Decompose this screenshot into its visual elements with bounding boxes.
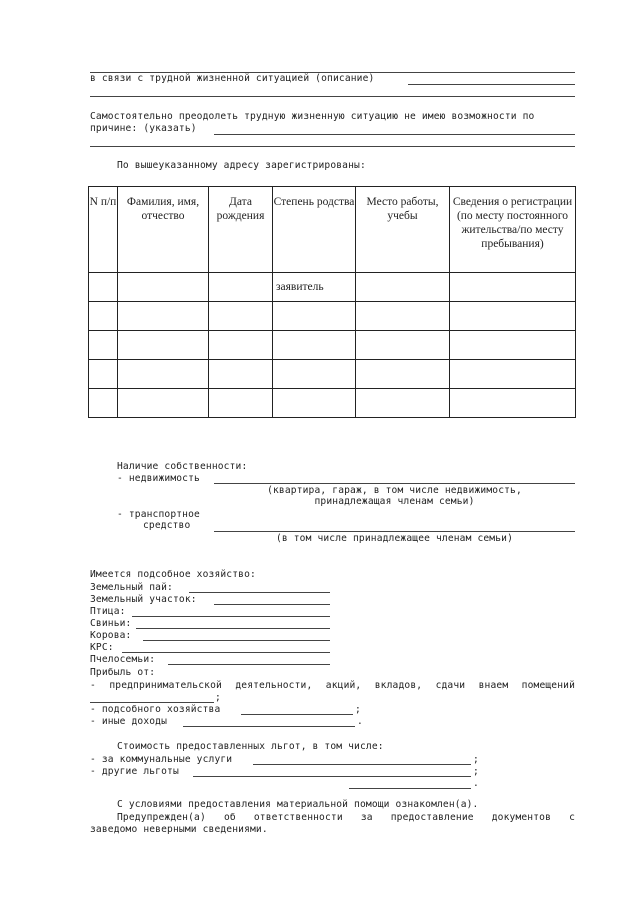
benefits-total-end: . <box>473 778 479 789</box>
registered-title: По вышеуказанному адресу зарегистрированы: <box>117 160 366 171</box>
property-title: Наличие собственности: <box>117 461 248 472</box>
cannot-overcome-line1: Самостоятельно преодолеть трудную жизненную ситуацию не имею возможности по <box>90 111 535 122</box>
situation-input-line-2[interactable] <box>90 96 575 97</box>
table-cell[interactable] <box>450 331 576 360</box>
pigs-input-line[interactable] <box>136 628 330 629</box>
cow-input-line[interactable] <box>143 640 330 641</box>
cannot-overcome-line2: причине: (указать) <box>90 123 197 134</box>
transport-input-line[interactable] <box>214 531 575 532</box>
income-farm-input-line[interactable] <box>241 714 353 715</box>
farm-item-pigs: Свиньи: <box>90 618 132 629</box>
table-cell[interactable] <box>356 302 450 331</box>
header-relation: Степень родства <box>273 187 356 273</box>
table-cell[interactable] <box>356 360 450 389</box>
farm-item-cattle: КРС: <box>90 642 114 653</box>
income-other-end: . <box>357 716 363 727</box>
table-cell[interactable] <box>450 389 576 418</box>
header-registration: Сведения о регистрации (по месту постоянного жительства/по месту пребывания) <box>450 187 576 273</box>
header-workplace: Место работы, учебы <box>356 187 450 273</box>
table-cell[interactable] <box>118 273 209 302</box>
table-cell[interactable] <box>209 360 273 389</box>
table-cell[interactable] <box>450 302 576 331</box>
transport-label-line2: средство <box>143 520 191 531</box>
situation-label: в связи с трудной жизненной ситуацией (описание) <box>90 73 375 84</box>
table-row <box>89 273 576 302</box>
benefits-utilities: - за коммунальные услуги <box>90 754 233 765</box>
table-row <box>89 389 576 418</box>
table-row <box>89 360 576 389</box>
table-cell[interactable] <box>273 331 356 360</box>
farm-item-land-share: Земельный пай: <box>90 582 173 593</box>
real-estate-label: - недвижимость <box>117 473 200 484</box>
table-cell[interactable] <box>118 389 209 418</box>
farm-item-cow: Корова: <box>90 630 132 641</box>
income-title: Прибыль от: <box>90 667 156 678</box>
benefits-other-input-line[interactable] <box>193 776 471 777</box>
land-plot-input-line[interactable] <box>214 604 330 605</box>
income-other-input-line[interactable] <box>183 726 355 727</box>
transport-label-line1: - транспортное <box>117 509 200 520</box>
table-row <box>89 331 576 360</box>
reason-input-line[interactable] <box>214 134 575 135</box>
real-estate-hint-line2: принадлежащая членам семьи) <box>314 496 475 507</box>
table-cell[interactable] <box>209 389 273 418</box>
income-other: - иные доходы <box>90 716 168 727</box>
table-cell[interactable] <box>273 302 356 331</box>
table-cell[interactable] <box>89 389 118 418</box>
registration-table <box>88 186 576 418</box>
real-estate-input-line[interactable] <box>214 483 575 484</box>
acknowledgement-line2: Предупрежден(а) об ответственности за предоставление документов с <box>117 812 575 823</box>
header-birth-date: Дата рождения <box>209 187 273 273</box>
table-cell[interactable] <box>89 331 118 360</box>
farm-item-land-plot: Земельный участок: <box>90 594 197 605</box>
farm-item-bee-colonies: Пчелосемьи: <box>90 654 156 665</box>
table-cell[interactable] <box>356 389 450 418</box>
table-cell[interactable] <box>89 273 118 302</box>
reason-input-line-2[interactable] <box>90 146 575 147</box>
table-cell[interactable] <box>273 389 356 418</box>
table-cell[interactable] <box>118 360 209 389</box>
bee-colonies-input-line[interactable] <box>168 664 330 665</box>
income-farm-end: ; <box>355 704 361 715</box>
farm-item-poultry: Птица: <box>90 606 126 617</box>
table-cell[interactable] <box>450 360 576 389</box>
benefits-title: Стоимость предоставленных льгот, в том числе: <box>117 741 384 752</box>
table-cell[interactable]: заявитель <box>273 273 356 302</box>
income-business: - предпринимательской деятельности, акций, вкладов, сдачи внаем помещений <box>90 680 575 691</box>
land-share-input-line[interactable] <box>189 592 330 593</box>
table-cell[interactable] <box>209 331 273 360</box>
table-cell[interactable] <box>209 302 273 331</box>
table-cell[interactable] <box>118 331 209 360</box>
table-row <box>89 302 576 331</box>
farm-title: Имеется подсобное хозяйство: <box>90 569 256 580</box>
table-cell[interactable] <box>356 331 450 360</box>
real-estate-hint-line1: (квартира, гараж, в том числе недвижимость, <box>267 485 522 496</box>
benefits-other-end: ; <box>473 766 479 777</box>
acknowledgement-line1: С условиями предоставления материальной помощи ознакомлен(а). <box>117 799 479 810</box>
table-cell[interactable] <box>356 273 450 302</box>
table-cell[interactable] <box>89 360 118 389</box>
benefits-utilities-end: ; <box>473 754 479 765</box>
header-number: N п/п <box>89 187 118 273</box>
cattle-input-line[interactable] <box>122 652 330 653</box>
income-business-input-line[interactable] <box>90 702 214 703</box>
table-cell[interactable] <box>118 302 209 331</box>
table-cell[interactable] <box>450 273 576 302</box>
benefits-utilities-input-line[interactable] <box>253 764 471 765</box>
header-full-name: Фамилия, имя, отчество <box>118 187 209 273</box>
poultry-input-line[interactable] <box>132 616 330 617</box>
transport-hint: (в том числе принадлежащее членам семьи) <box>275 533 514 544</box>
income-business-end: ; <box>215 692 221 703</box>
table-cell[interactable] <box>209 273 273 302</box>
benefits-other: - другие льготы <box>90 766 179 777</box>
table-header-row <box>89 187 576 273</box>
table-cell[interactable] <box>273 360 356 389</box>
income-farm: - подсобного хозяйства <box>90 704 221 715</box>
situation-input-line[interactable] <box>408 84 575 85</box>
benefits-total-input-line[interactable] <box>349 788 471 789</box>
acknowledgement-line3: заведомо неверными сведениями. <box>90 824 268 835</box>
table-cell[interactable] <box>89 302 118 331</box>
